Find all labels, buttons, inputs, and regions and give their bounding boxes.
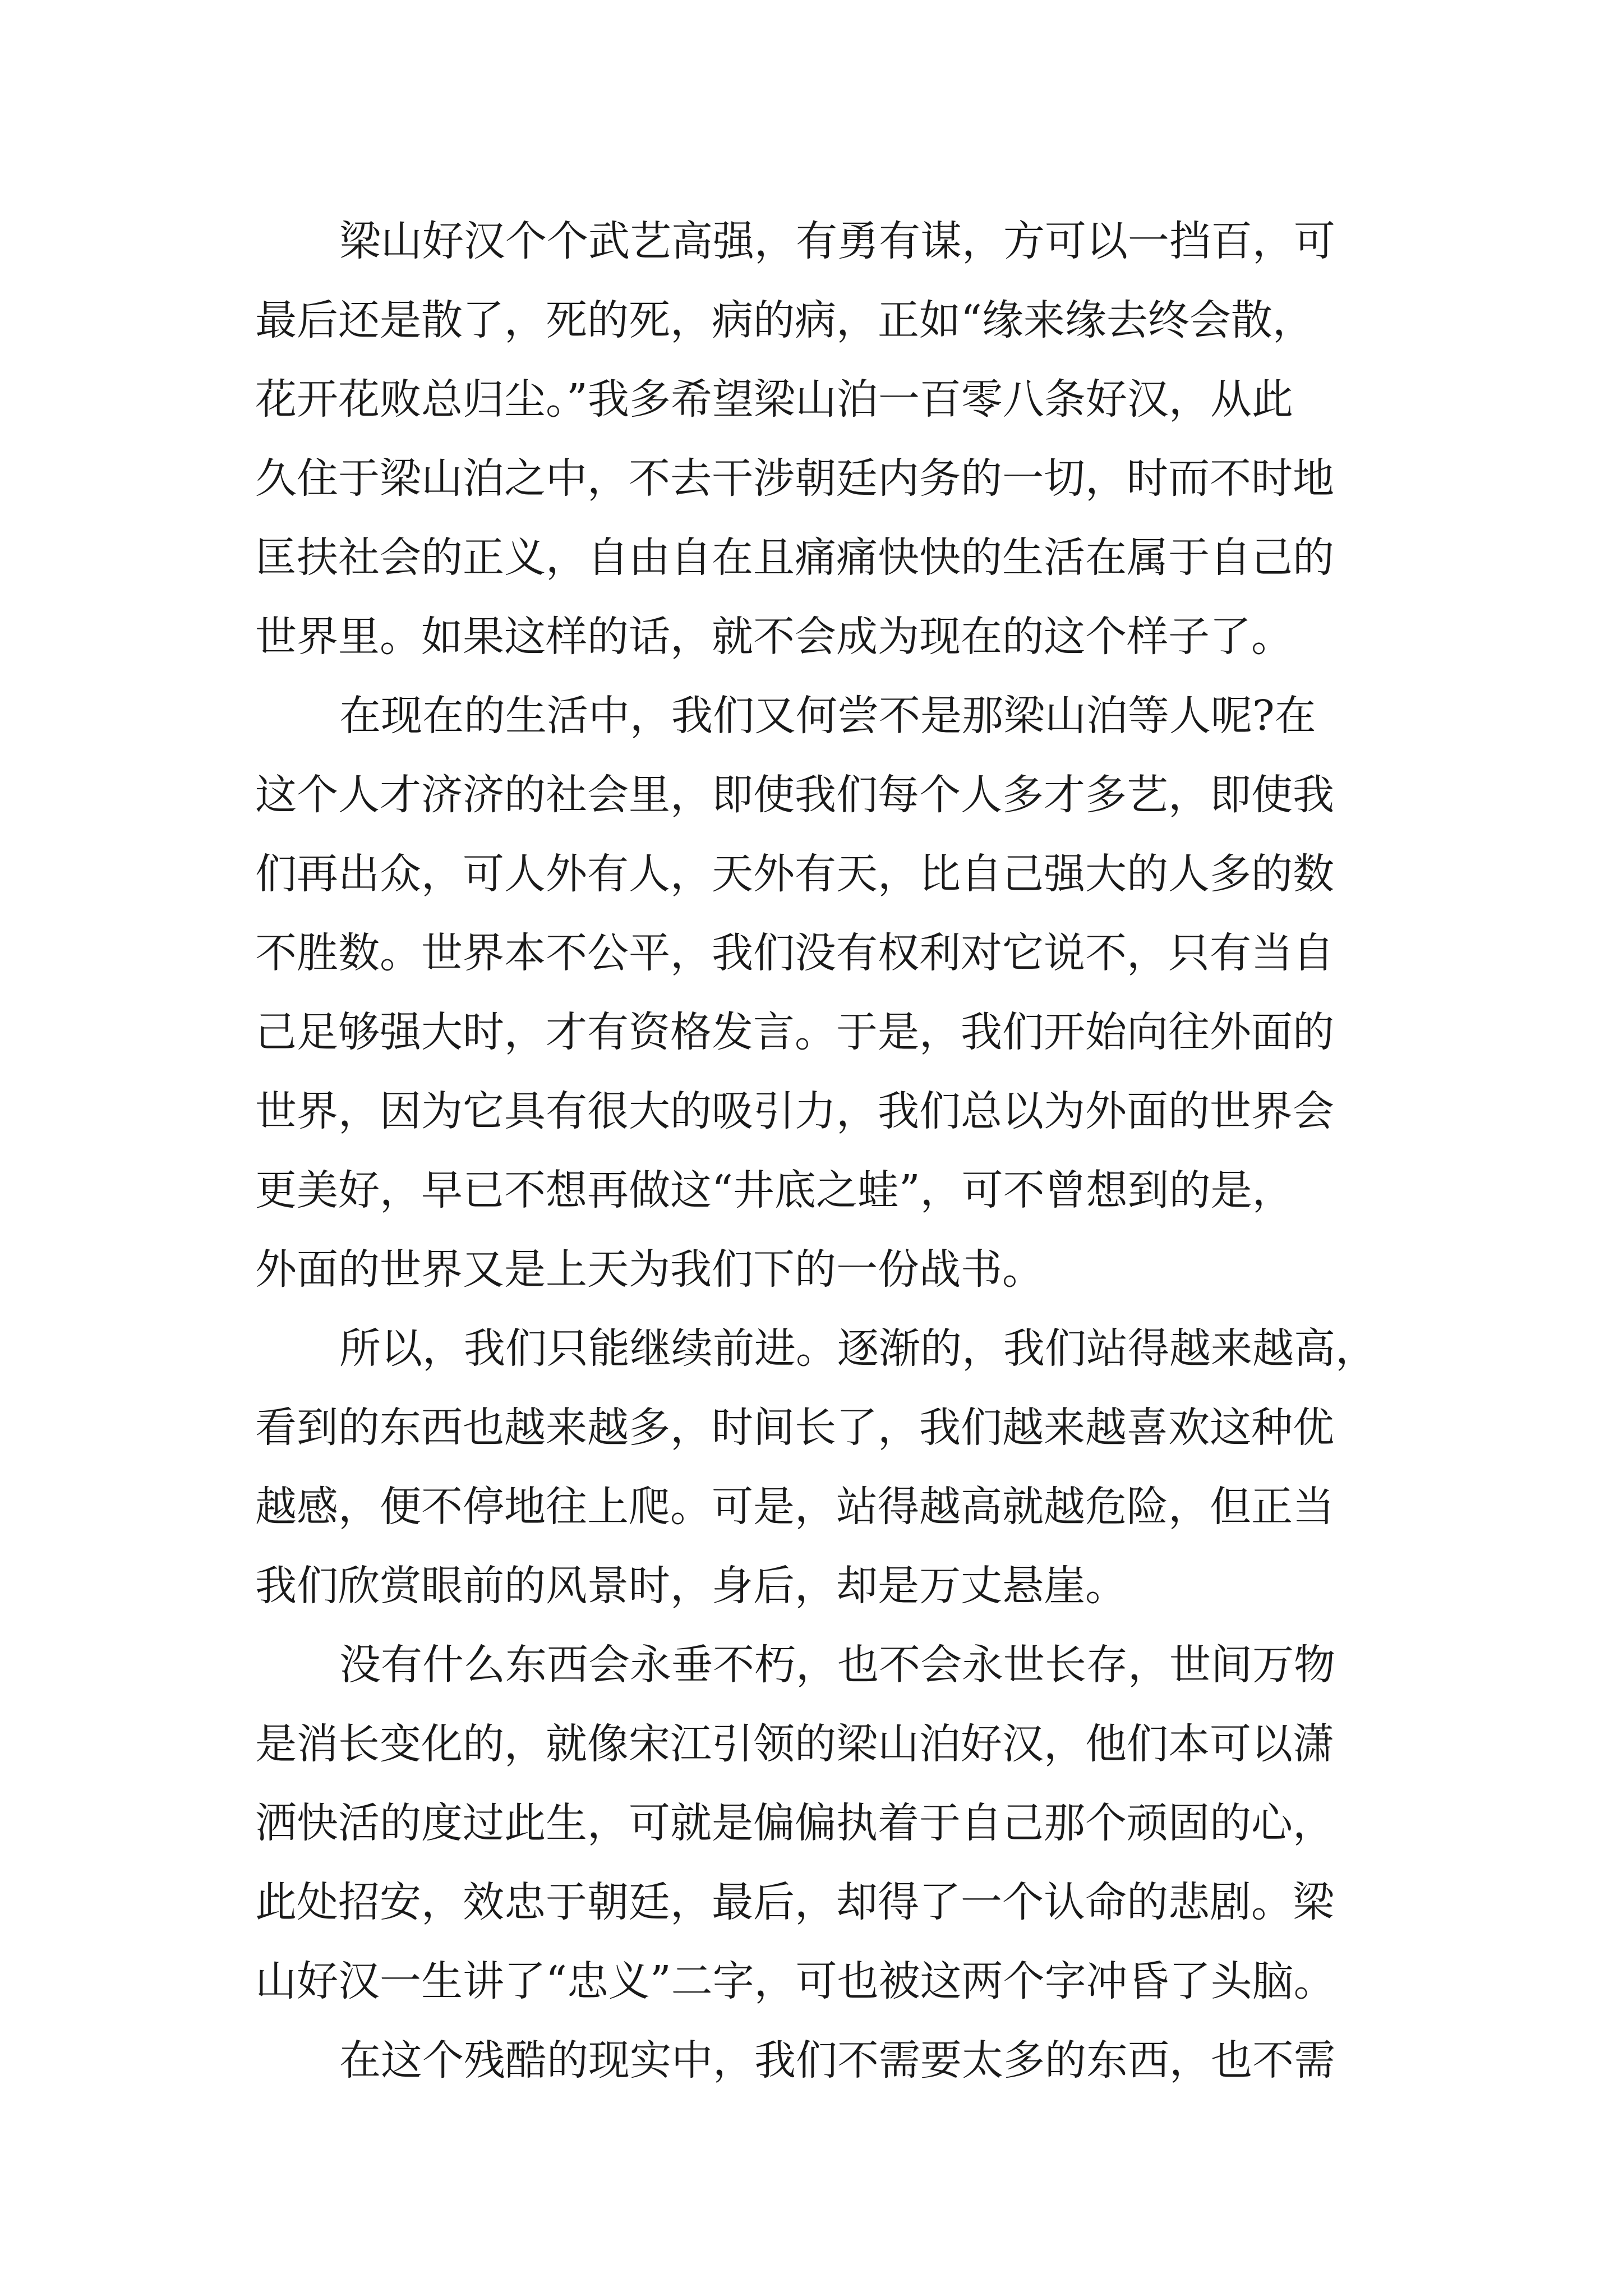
body-text — [255, 202, 1377, 2100]
text-line: 外面的世界又是上天为我们下的一份战书。 — [255, 1245, 1044, 1294]
text-line: 世界里。如果这样的话，就不会成为现在的这个样子了。 — [255, 613, 1293, 661]
text-line: 梁山好汉个个武艺高强，有勇有谋，方可以一挡百，可 — [339, 217, 1335, 265]
text-line: 看到的东西也越来越多，时间长了，我们越来越喜欢这种优 — [255, 1404, 1334, 1452]
text-line: 越感，便不停地往上爬。可是，站得越高就越危险，但正当 — [255, 1483, 1334, 1531]
text-line: 们再出众，可人外有人，天外有天，比自己强大的人多的数 — [255, 850, 1334, 898]
text-line: 花开花败总归尘。”我多希望梁山泊一百零八条好汉，从此 — [255, 375, 1293, 424]
text-line: 这个人才济济的社会里，即使我们每个人多才多艺，即使我 — [255, 771, 1334, 819]
text-line: 己足够强大时，才有资格发言。于是，我们开始向往外面的 — [255, 1008, 1334, 1056]
text-line: 是消长变化的，就像宋江引领的梁山泊好汉，他们本可以潇 — [255, 1720, 1334, 1768]
text-line: 我们欣赏眼前的风景时，身后，却是万丈悬崖。 — [255, 1562, 1127, 1610]
text-line: 更美好，早已不想再做这“井底之蛙”，可不曾想到的是， — [255, 1166, 1294, 1214]
text-line: 洒快活的度过此生，可就是偏偏执着于自己那个顽固的心， — [255, 1799, 1334, 1847]
text-line: 此处招安，效忠于朝廷，最后，却得了一个认命的悲剧。梁 — [255, 1878, 1334, 1926]
text-line: 最后还是散了，死的死，病的病，正如“缘来缘去终会散， — [255, 296, 1314, 344]
text-line: 久住于梁山泊之中，不去干涉朝廷内务的一切，时而不时地 — [255, 454, 1334, 503]
text-line: 所以，我们只能继续前进。逐渐的，我们站得越来越高， — [339, 1324, 1377, 1373]
text-line: 世界，因为它具有很大的吸引力，我们总以为外面的世界会 — [255, 1087, 1334, 1135]
text-line: 没有什么东西会永垂不朽，也不会永世长存，世间万物 — [339, 1641, 1335, 1689]
text-line: 在这个残酷的现实中，我们不需要太多的东西，也不需 — [339, 2036, 1335, 2085]
text-line: 匡扶社会的正义，自由自在且痛痛快快的生活在属于自己的 — [255, 533, 1334, 582]
text-line: 在现在的生活中，我们又何尝不是那梁山泊等人呢?在 — [339, 692, 1316, 740]
text-line: 不胜数。世界本不公平，我们没有权利对它说不，只有当自 — [255, 929, 1334, 977]
text-line: 山好汉一生讲了“忠义”二字，可也被这两个字冲昏了头脑。 — [255, 1957, 1335, 2005]
